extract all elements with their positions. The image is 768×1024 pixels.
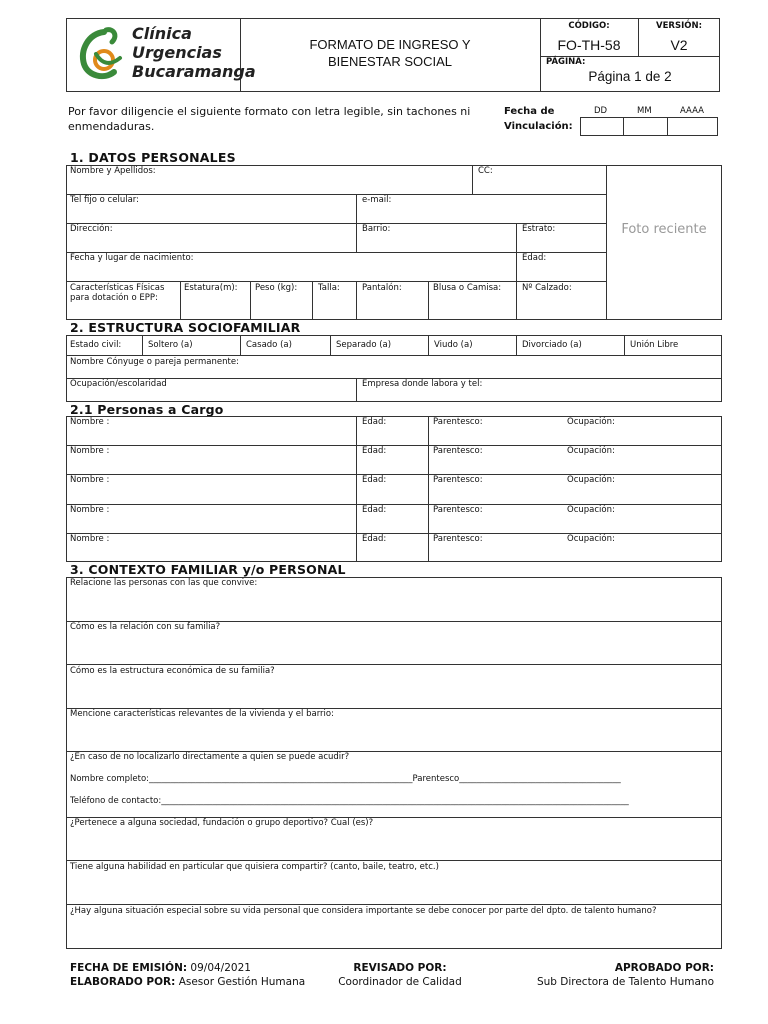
section-21-title: 2.1 Personas a Cargo (70, 402, 224, 417)
divider (624, 335, 625, 355)
persona-ocupacion-field[interactable]: Ocupación: (567, 446, 615, 457)
form-title (240, 36, 540, 70)
divider (516, 252, 517, 281)
revisado-label: REVISADO POR: (353, 962, 447, 974)
fecha-vinculacion-label (504, 104, 573, 134)
divider (66, 194, 606, 195)
persona-edad-field[interactable]: Edad: (362, 475, 387, 486)
email-field[interactable]: e-mail: (362, 195, 392, 205)
section-1-title: 1. DATOS PERSONALES (70, 150, 236, 165)
persona-edad-field[interactable]: Edad: (362, 417, 387, 427)
divider (66, 474, 722, 475)
version-label: VERSIÓN: (656, 21, 702, 31)
elaborado-value: Asesor Gestión Humana (178, 976, 306, 988)
blusa-field[interactable]: Blusa o Camisa: (433, 283, 502, 293)
divider (312, 281, 313, 320)
persona-ocupacion-field[interactable]: Ocupación: (567, 533, 615, 544)
talla-field[interactable]: Talla: (318, 283, 340, 293)
persona-nombre-field[interactable]: Nombre : (70, 417, 110, 427)
version-value: V2 (670, 37, 688, 53)
persona-ocupacion-field[interactable]: Ocupación: (567, 417, 615, 427)
q-situacion-especial[interactable]: ¿Hay alguna situación especial sobre su vida personal que considera importante se debe conocer por parte del dpto. de talento humano? (70, 906, 657, 916)
divider (428, 533, 429, 562)
persona-edad-field[interactable]: Edad: (362, 504, 387, 515)
persona-ocupacion-field[interactable]: Ocupación: (567, 504, 615, 515)
pagina-value: Página 1 de 2 (588, 69, 672, 84)
divider (428, 445, 429, 474)
persona-nombre-field[interactable]: Nombre : (70, 533, 110, 544)
divider (356, 416, 357, 445)
estatura-field[interactable]: Estatura(m): (184, 283, 238, 293)
q-estructura-economica[interactable]: Cómo es la estructura económica de su familia? (70, 666, 275, 676)
fecha-emision-value: 09/04/2021 (190, 962, 251, 974)
pagina-label: PÁGINA: (546, 57, 586, 67)
peso-field[interactable]: Peso (kg): (255, 283, 298, 293)
dd-label: DD (594, 106, 608, 116)
logo (74, 24, 256, 86)
divider (66, 445, 722, 446)
divider (356, 445, 357, 474)
divider (66, 355, 722, 356)
divider (472, 165, 473, 194)
casado-option[interactable]: Casado (a) (246, 340, 292, 350)
logo-text-1: Clínica (132, 24, 192, 43)
revisado-value: Coordinador de Calidad (338, 976, 462, 988)
persona-edad-field[interactable]: Edad: (362, 533, 387, 544)
footer-right (520, 961, 714, 989)
divider (66, 664, 722, 665)
q-relacion-familia[interactable]: Cómo es la relación con su familia? (70, 622, 221, 632)
aprobado-label: APROBADO POR: (614, 962, 714, 974)
persona-parentesco-field[interactable]: Parentesco: (433, 446, 483, 457)
fecha-dd-input[interactable] (580, 117, 624, 136)
section-3-title: 3. CONTEXTO FAMILIAR y/o PERSONAL (70, 562, 346, 577)
caract-line-1: Características Físicas (70, 283, 165, 293)
union-libre-option[interactable]: Unión Libre (630, 340, 679, 350)
contexto-table (66, 577, 722, 949)
divider (356, 194, 357, 223)
divider (606, 165, 607, 320)
divider (66, 904, 722, 905)
mm-label: MM (637, 106, 652, 116)
divider (516, 223, 517, 252)
divider (66, 504, 722, 505)
q-vivienda[interactable]: Mencione características relevantes de la vivienda y el barrio: (70, 709, 334, 719)
q-sociedad[interactable]: ¿Pertenece a alguna sociedad, fundación o grupo deportivo? Cual (es)? (70, 818, 374, 828)
persona-parentesco-field[interactable]: Parentesco: (433, 533, 483, 544)
cc-field[interactable]: CC: (478, 166, 493, 176)
codigo-label: CÓDIGO: (568, 21, 610, 31)
fecha-emision-label: FECHA DE EMISIÓN: (70, 962, 188, 974)
q-habilidad[interactable]: Tiene alguna habilidad en particular que quisiera compartir? (canto, baile, teatro, etc.) (70, 862, 439, 872)
divorciado-option[interactable]: Divorciado (a) (522, 340, 582, 350)
logo-mark-icon (74, 24, 130, 84)
logo-text-3: Bucaramanga (132, 62, 256, 81)
persona-ocupacion-field[interactable]: Ocupación: (567, 475, 615, 486)
fecha-label-1: Fecha de (504, 106, 555, 117)
divider (356, 504, 357, 533)
edad-field[interactable]: Edad: (522, 253, 547, 263)
divider (142, 335, 143, 355)
nombre-completo-line[interactable]: Nombre completo:______________________________________________________________Parentesco______________________________________ (70, 774, 621, 784)
codigo-value: FO-TH-58 (557, 37, 621, 53)
divider (240, 335, 241, 355)
divider (66, 860, 722, 861)
fecha-mm-input[interactable] (623, 117, 668, 136)
caract-line-2: para dotación o EPP: (70, 293, 158, 303)
personas-cargo-table (66, 416, 722, 562)
caracteristicas-label (70, 283, 164, 303)
estrato-field[interactable]: Estrato: (522, 224, 556, 234)
intro-line-2: enmendaduras. (68, 120, 155, 133)
divider (356, 223, 357, 252)
elaborado-label: ELABORADO POR: (70, 976, 176, 988)
estado-civil-label: Estado civil: (70, 340, 122, 350)
viudo-option[interactable]: Viudo (a) (434, 340, 473, 350)
divider (180, 281, 181, 320)
footer-left (70, 961, 305, 989)
divider (356, 533, 357, 562)
q-convive[interactable]: Relacione las personas con las que convive: (70, 578, 258, 588)
direccion-field[interactable]: Dirección: (70, 224, 113, 234)
divider (428, 504, 429, 533)
logo-text-2: Urgencias (132, 43, 222, 62)
soltero-option[interactable]: Soltero (a) (148, 340, 193, 350)
ocupacion-field[interactable]: Ocupación/escolaridad (70, 379, 167, 389)
title-line-1: FORMATO DE INGRESO Y (309, 37, 471, 52)
divider (250, 281, 251, 320)
persona-nombre-field[interactable]: Nombre : (70, 504, 110, 515)
persona-nombre-field[interactable]: Nombre : (70, 475, 110, 486)
persona-edad-field[interactable]: Edad: (362, 446, 387, 457)
nombre-field[interactable]: Nombre y Apellidos: (70, 166, 156, 176)
conyuge-field[interactable]: Nombre Cónyuge o pareja permanente: (70, 357, 239, 367)
tel-field[interactable]: Tel fijo o celular: (70, 195, 139, 205)
title-line-2: BIENESTAR SOCIAL (327, 54, 452, 69)
divider (66, 281, 606, 282)
telefono-contacto-line[interactable]: Teléfono de contacto:______________________________________________________________________________________________________________ (70, 796, 629, 806)
calzado-field[interactable]: Nº Calzado: (522, 283, 572, 293)
fecha-aaaa-input[interactable] (667, 117, 718, 136)
separado-option[interactable]: Separado (a) (336, 340, 392, 350)
barrio-field[interactable]: Barrio: (362, 224, 391, 234)
aaaa-label: AAAA (680, 106, 704, 116)
fecha-nacimiento-field[interactable]: Fecha y lugar de nacimiento: (70, 253, 194, 263)
empresa-field[interactable]: Empresa donde labora y tel: (362, 379, 483, 389)
divider (356, 474, 357, 503)
divider (356, 281, 357, 320)
divider (330, 335, 331, 355)
foto-reciente-box[interactable]: Foto reciente (621, 222, 707, 237)
intro-line-1: Por favor diligencie el siguiente formato con letra legible, sin tachones ni (68, 105, 471, 118)
divider (428, 474, 429, 503)
divider (428, 416, 429, 445)
divider (516, 281, 517, 320)
divider (428, 335, 429, 355)
persona-parentesco-field[interactable]: Parentesco: (433, 504, 483, 515)
divider (516, 335, 517, 355)
persona-nombre-field[interactable]: Nombre : (70, 446, 110, 457)
fecha-label-2: Vinculación: (504, 121, 573, 132)
divider (428, 281, 429, 320)
q-contacto-emergencia: ¿En caso de no localizarlo directamente a quien se puede acudir? (70, 752, 350, 762)
intro-text (68, 104, 470, 134)
pantalon-field[interactable]: Pantalón: (362, 283, 402, 293)
section-2-title: 2. ESTRUCTURA SOCIOFAMILIAR (70, 320, 301, 335)
divider (66, 533, 722, 534)
aprobado-value: Sub Directora de Talento Humano (536, 976, 714, 988)
divider (356, 378, 357, 402)
footer-center (320, 961, 480, 989)
persona-parentesco-field[interactable]: Parentesco: (433, 475, 483, 486)
persona-parentesco-field[interactable]: Parentesco: (433, 417, 483, 427)
